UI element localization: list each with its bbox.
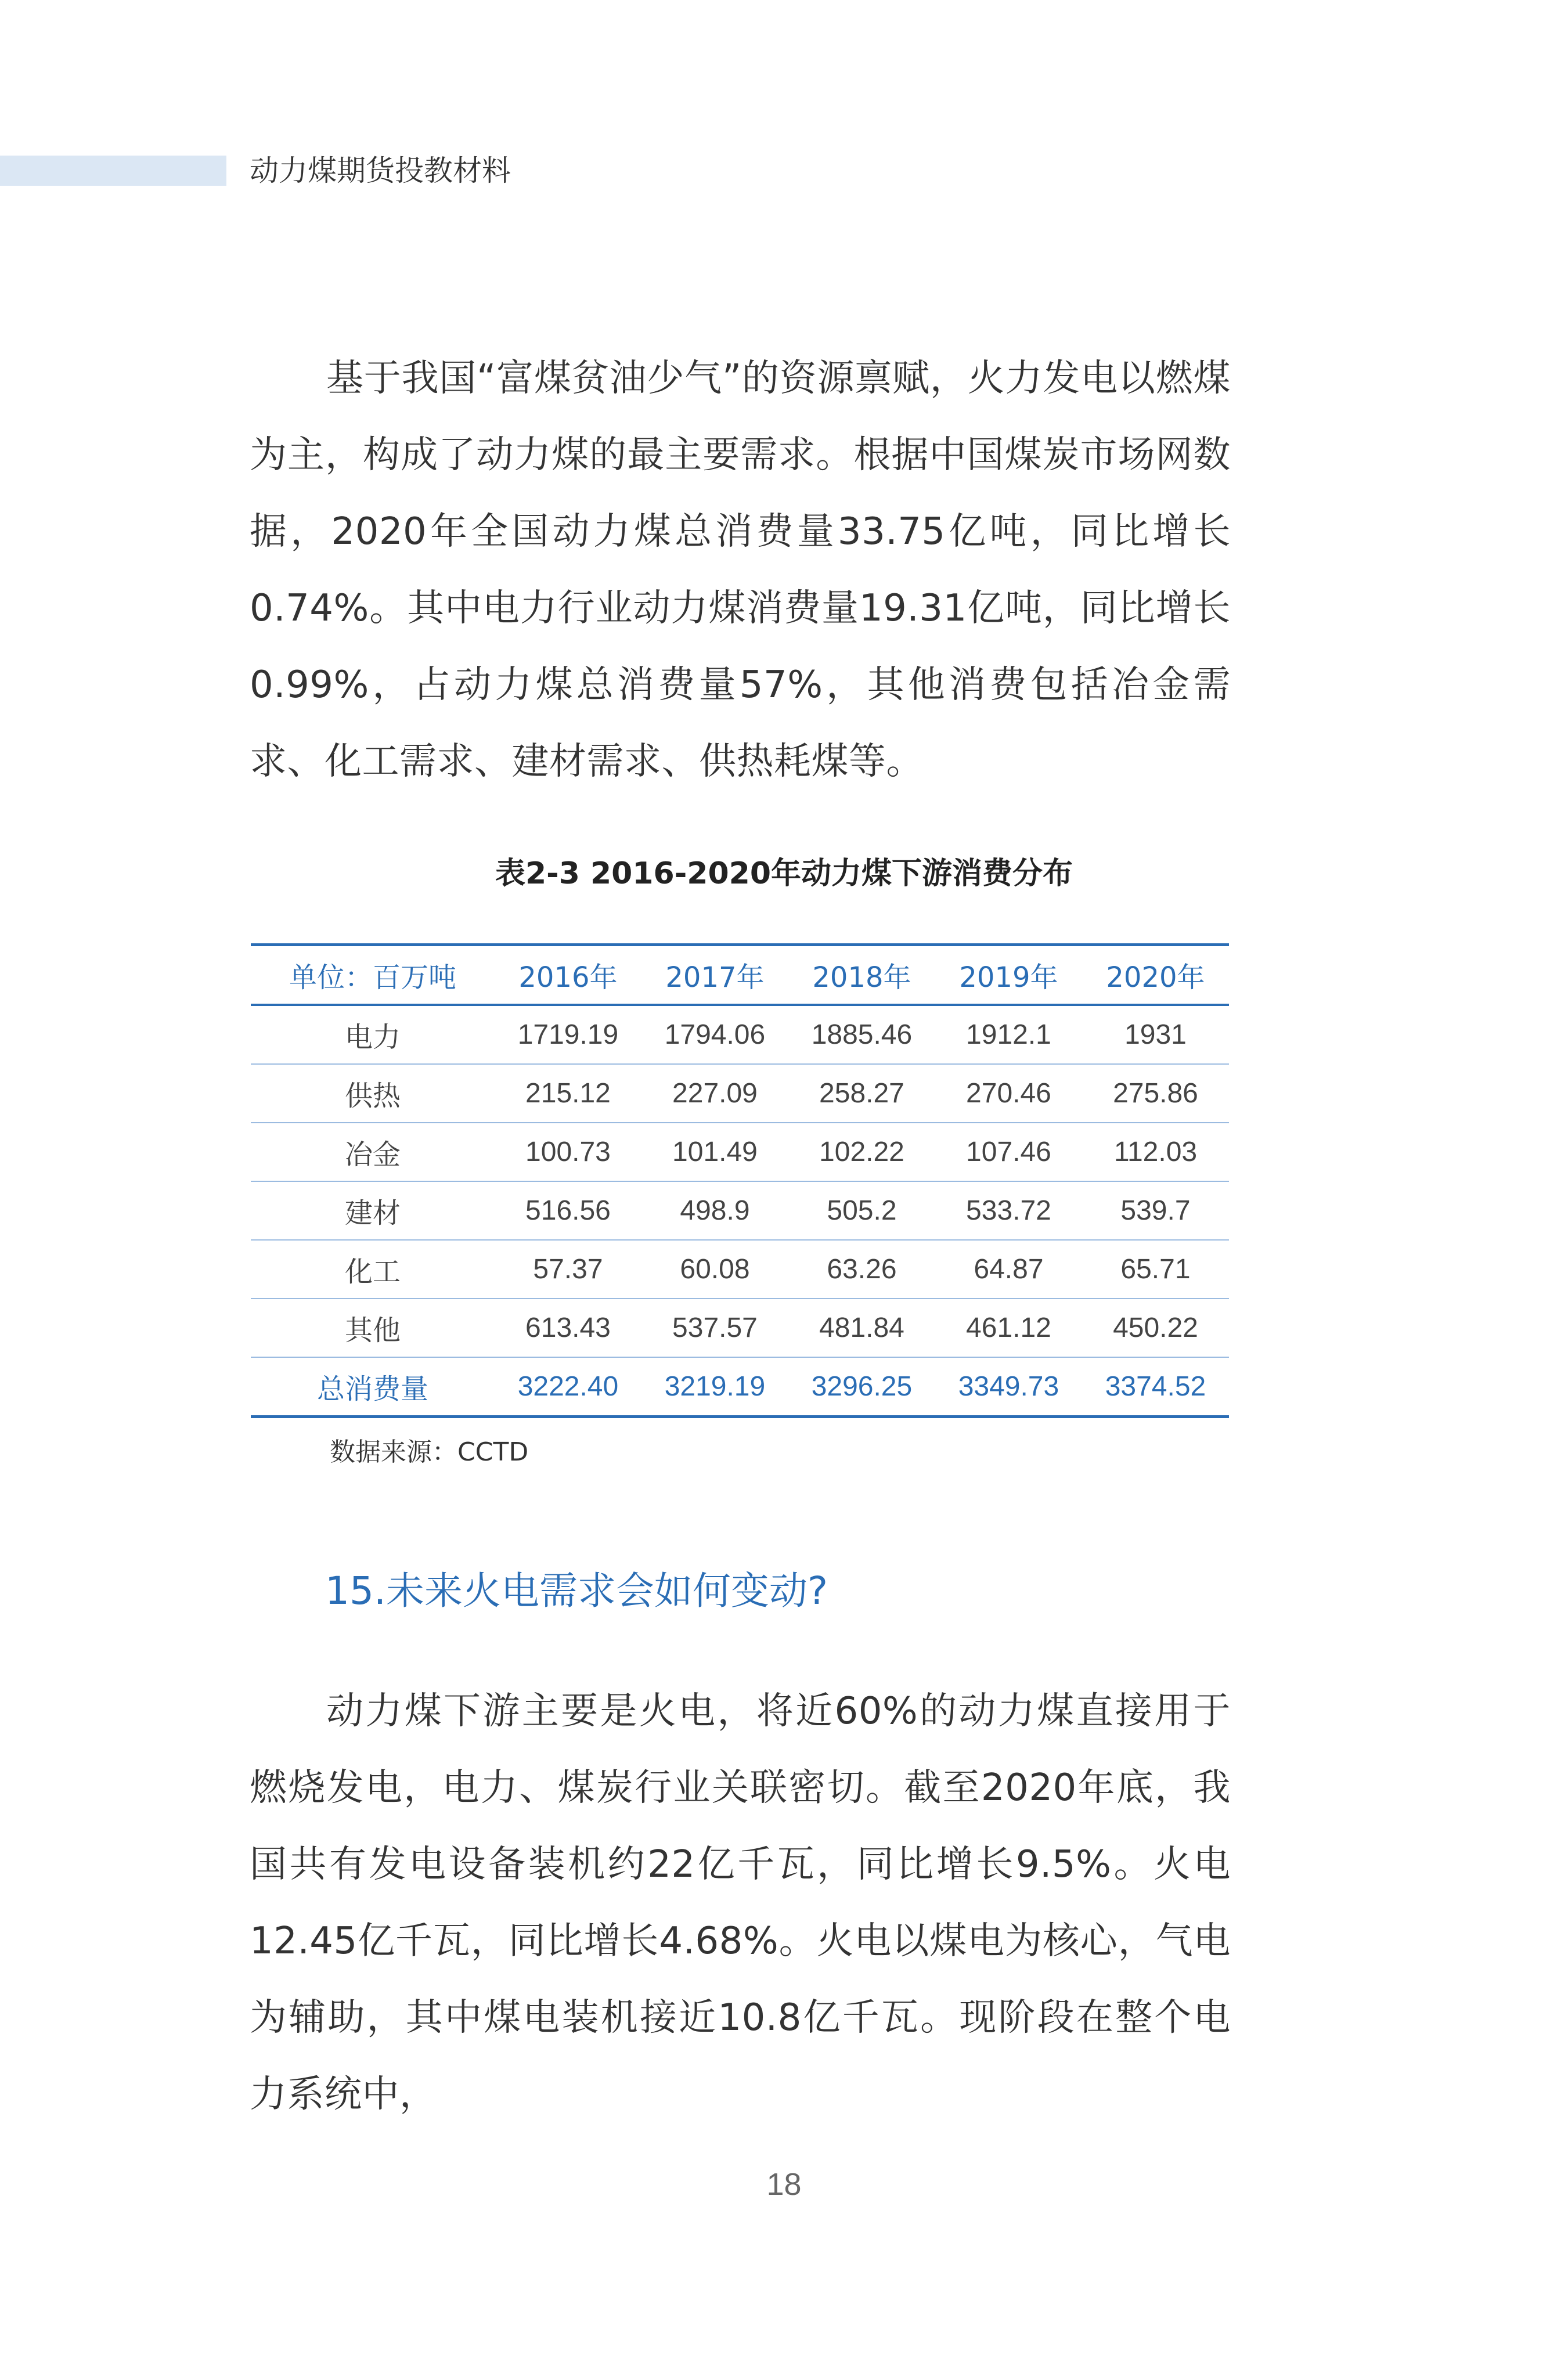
- table-cell: 1794.06: [664, 1019, 766, 1050]
- total-cell: 3296.25: [811, 1371, 913, 1402]
- table-cell: 270.46: [966, 1078, 1051, 1109]
- table-cell: 505.2: [827, 1195, 897, 1226]
- table-cell: 101.49: [672, 1137, 758, 1167]
- row-label: 冶金: [344, 1138, 401, 1171]
- running-header: 动力煤期货投教材料: [250, 154, 511, 187]
- table-cell: 63.26: [827, 1254, 897, 1285]
- table-row: [251, 1299, 1229, 1357]
- total-cell: 3222.40: [517, 1371, 619, 1402]
- header-cell: 2018年: [812, 961, 911, 994]
- table-row: [251, 1240, 1229, 1299]
- table-source-note: 数据来源：CCTD: [330, 1437, 529, 1467]
- page-number: 18: [766, 2167, 802, 2202]
- table-total-row: [251, 1357, 1229, 1417]
- total-cell: 3349.73: [958, 1371, 1059, 1402]
- paragraph-text: 动力煤下游主要是火电，将近60%的动力煤直接用于燃烧发电，电力、煤炭行业关联密切。截至2020年底，我国共有发电设备装机约22亿千瓦，同比增长9.5%。火电12.45亿千瓦，同比增长4.68%。火电以煤电为核心，气电为辅助，其中煤电装机接近10.8亿千瓦。现阶段在整个电力系统中，: [250, 1690, 1231, 2116]
- table-cell: 112.03: [1113, 1137, 1198, 1167]
- table-cell: 1885.46: [811, 1019, 913, 1050]
- table-cell: 1912.1: [966, 1019, 1051, 1050]
- header-cell: 2016年: [518, 961, 618, 994]
- table-cell: 1719.19: [517, 1019, 619, 1050]
- table-row: [251, 1181, 1229, 1240]
- table-cell: 100.73: [525, 1137, 611, 1167]
- table-cell: 215.12: [525, 1078, 611, 1109]
- table-cell: 1931: [1124, 1019, 1187, 1050]
- table-cell: 64.87: [974, 1254, 1044, 1285]
- table-row: [251, 1123, 1229, 1181]
- header-cell: 2017年: [665, 961, 765, 994]
- table-row: [251, 1005, 1229, 1064]
- table-cell: 107.46: [966, 1137, 1051, 1167]
- table-cell: 227.09: [672, 1078, 758, 1109]
- total-label: 总消费量: [316, 1373, 428, 1405]
- section-heading: 15.未来火电需求会如何变动?: [325, 1568, 828, 1613]
- body-paragraph-1: [250, 340, 1231, 800]
- table-cell: 65.71: [1120, 1254, 1191, 1285]
- row-label: 化工: [344, 1256, 401, 1288]
- header-cell: 2020年: [1106, 961, 1205, 994]
- row-label: 建材: [344, 1197, 401, 1229]
- table-cell: 613.43: [525, 1312, 611, 1343]
- header-cell: 单位：百万吨: [289, 961, 456, 994]
- header-cell: 2019年: [959, 961, 1058, 994]
- row-label: 其他: [344, 1314, 401, 1347]
- row-label: 供热: [344, 1080, 401, 1112]
- row-label: 电力: [344, 1021, 401, 1054]
- table-cell: 533.72: [966, 1195, 1051, 1226]
- table-cell: 537.57: [672, 1312, 758, 1343]
- table-cell: 450.22: [1113, 1312, 1198, 1343]
- table-cell: 275.86: [1113, 1078, 1198, 1109]
- table-cell: 481.84: [819, 1312, 904, 1343]
- table-cell: 258.27: [819, 1078, 904, 1109]
- body-paragraph-2: [250, 1673, 1231, 2133]
- table-cell: 498.9: [680, 1195, 750, 1226]
- table-cell: 461.12: [966, 1312, 1051, 1343]
- total-cell: 3219.19: [664, 1371, 766, 1402]
- table-cell: 57.37: [533, 1254, 603, 1285]
- table-row: [251, 1064, 1229, 1123]
- header-accent-bar: [0, 156, 226, 186]
- table-cell: 102.22: [819, 1137, 904, 1167]
- consumption-table: [251, 943, 1229, 1418]
- table-cell: 60.08: [680, 1254, 750, 1285]
- paragraph-text: 基于我国“富煤贫油少气”的资源禀赋，火力发电以燃煤为主，构成了动力煤的最主要需求。根据中国煤炭市场网数据，2020年全国动力煤总消费量33.75亿吨，同比增长0.74%。其中电力行业动力煤消费量19.31亿吨，同比增长0.99%，占动力煤总消费量57%，其他消费包括冶金需求、化工需求、建材需求、供热耗煤等。: [250, 357, 1231, 783]
- total-cell: 3374.52: [1105, 1371, 1206, 1402]
- table-header-row: [251, 945, 1229, 1005]
- table-cell: 516.56: [525, 1195, 611, 1226]
- table-caption: 表2-3 2016-2020年动力煤下游消费分布: [495, 856, 1073, 891]
- table-cell: 539.7: [1120, 1195, 1191, 1226]
